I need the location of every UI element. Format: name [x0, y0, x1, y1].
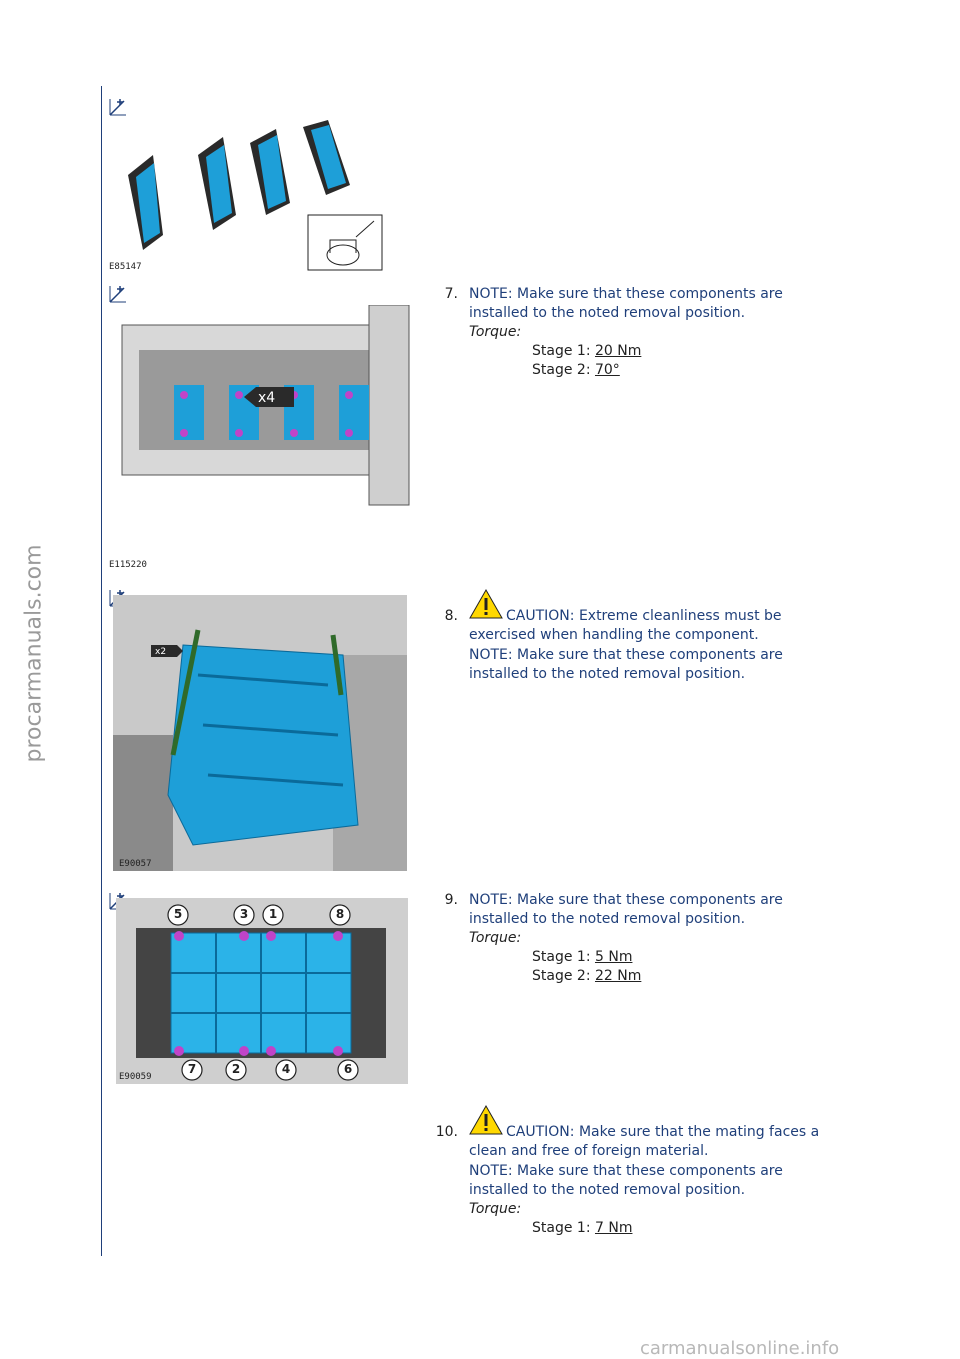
sequence-number: 2: [231, 1062, 241, 1076]
bearing-caps-illustration: [108, 115, 388, 275]
bearing-cap-1: [128, 155, 163, 250]
footer-watermark: carmanualsonline.info: [640, 1338, 840, 1359]
left-margin-rule: [101, 86, 102, 1256]
torque-stage: Stage 2: 22 Nm: [532, 968, 642, 984]
sequence-number: 8: [335, 907, 345, 921]
torque-value-link[interactable]: 7 Nm: [594, 1220, 633, 1236]
note-text: NOTE: Make sure that these components are: [469, 286, 783, 302]
tightening-sequence-illustration: [116, 898, 408, 1084]
torque-label: Torque:: [469, 324, 522, 340]
note-text: NOTE: Make sure that these components are: [469, 647, 783, 663]
torque-value-link[interactable]: 5 Nm: [594, 949, 633, 965]
zoom-icon[interactable]: [108, 284, 128, 304]
sequence-number: 4: [281, 1062, 291, 1076]
torque-stage: Stage 1: 5 Nm: [532, 949, 633, 965]
sequence-number: 3: [239, 907, 249, 921]
bearing-cap-4: [303, 120, 350, 195]
zoom-icon[interactable]: [108, 97, 128, 117]
step-number: 9.: [444, 892, 458, 908]
callout-count: x4: [258, 390, 276, 406]
figure-label: E115220: [109, 560, 147, 570]
note-text: installed to the noted removal position.: [469, 911, 746, 927]
torque-stage: Stage 1: 20 Nm: [532, 343, 642, 359]
step-number: 8.: [444, 608, 458, 624]
engine-block-crankshaft-illustration: [114, 305, 410, 515]
torque-value-link[interactable]: 70°: [594, 362, 620, 378]
lower-crankcase-illustration: [113, 595, 407, 871]
note-text: installed to the noted removal position.: [469, 666, 746, 682]
callout-count: x2: [155, 647, 167, 657]
torque-label: Torque:: [469, 1201, 522, 1217]
sequence-number: 5: [173, 907, 183, 921]
torque-label: Torque:: [469, 930, 522, 946]
figure-label: E90059: [119, 1072, 152, 1082]
side-watermark: procarmanuals.com: [21, 544, 47, 763]
figure-label: E85147: [109, 262, 142, 272]
torque-stage: Stage 2: 70°: [532, 362, 620, 378]
warning-icon: [468, 588, 504, 620]
bearing-cap-2: [198, 137, 236, 230]
torque-stage: Stage 1: 7 Nm: [532, 1220, 633, 1236]
note-text: NOTE: Make sure that these components are: [469, 892, 783, 908]
bearing-cap-3: [250, 129, 290, 215]
warning-icon: [468, 1104, 504, 1136]
note-text: installed to the noted removal position.: [469, 305, 746, 321]
caution-text: clean and free of foreign material.: [469, 1143, 709, 1159]
step-number: 7.: [444, 286, 458, 302]
figure-label: E90057: [119, 859, 152, 869]
note-text: NOTE: Make sure that these components are: [469, 1163, 783, 1179]
caution-text: CAUTION: Make sure that the mating faces a: [506, 1124, 820, 1140]
step-number: 10.: [435, 1124, 458, 1140]
sequence-number: 1: [268, 907, 278, 921]
torque-value-link[interactable]: 20 Nm: [594, 343, 642, 359]
sequence-number: 6: [343, 1062, 353, 1076]
note-text: installed to the noted removal position.: [469, 1182, 746, 1198]
sequence-number: 7: [187, 1062, 197, 1076]
torque-value-link[interactable]: 22 Nm: [594, 968, 642, 984]
caution-text: CAUTION: Extreme cleanliness must be: [506, 608, 782, 624]
lower-crankcase: [168, 645, 358, 845]
caution-text: exercised when handling the component.: [469, 627, 759, 643]
